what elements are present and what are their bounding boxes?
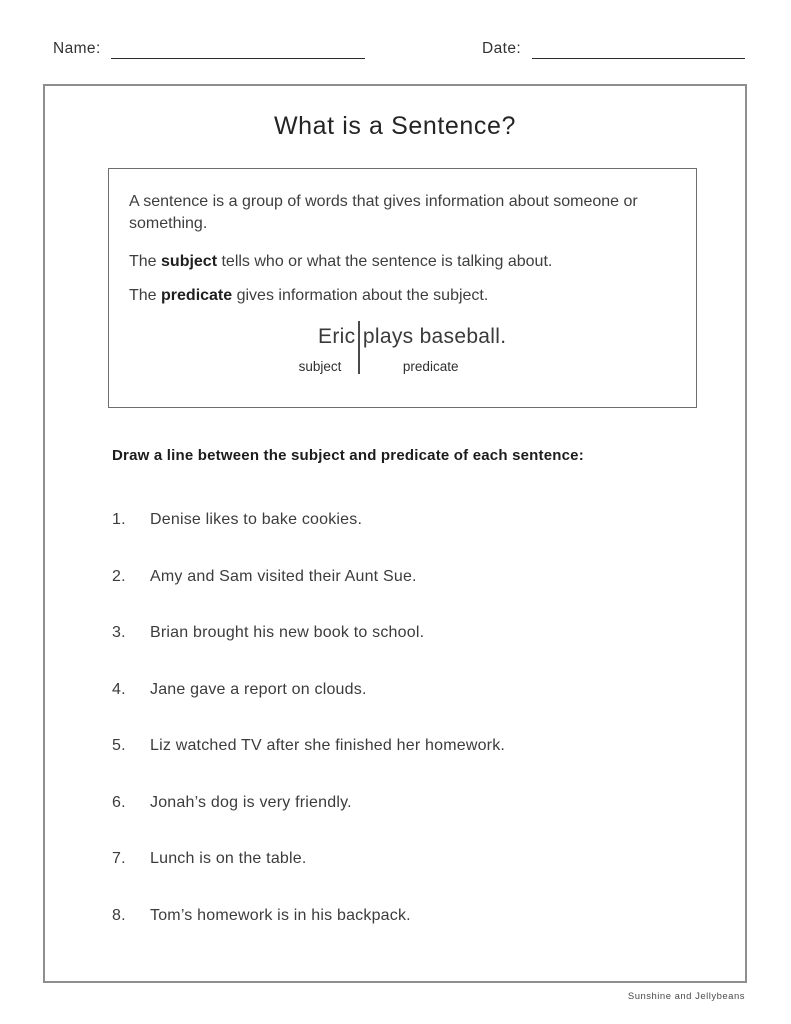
sentence-item-5 — [112, 735, 712, 757]
sentence-text: Brian brought his new book to school. — [150, 624, 425, 641]
sentence-number: 3. — [112, 624, 126, 641]
sentence-number: 5. — [112, 737, 126, 754]
subject-term: subject — [161, 253, 218, 270]
example-subject-label: subject — [298, 359, 342, 374]
sentence-text: Amy and Sam visited their Aunt Sue. — [150, 567, 417, 585]
definition-sentence: A sentence is a group of words that gives information about someone or something. — [129, 193, 638, 232]
sentence-item-8 — [112, 905, 712, 927]
date-blank-line — [532, 58, 745, 59]
sentence-text: Denise likes to bake cookies. — [150, 511, 363, 528]
sentence-number: 4. — [112, 680, 126, 698]
sentence-item-2 — [112, 566, 712, 588]
definition-predicate — [129, 285, 676, 307]
example-predicate-label: predicate — [402, 359, 459, 374]
sentence-number: 8. — [112, 906, 126, 924]
sentence-text: Liz watched TV after she finished her homework. — [150, 737, 506, 754]
sentence-text: Lunch is on the table. — [150, 850, 307, 867]
example-predicate-column — [363, 325, 506, 374]
subject-predicate-divider-line — [358, 321, 360, 374]
predicate-term: predicate — [161, 287, 233, 304]
footer-credit: Sunshine and Jellybeans — [627, 991, 745, 1002]
name-blank-line — [111, 58, 365, 59]
worksheet-border-box — [43, 84, 747, 983]
sentence-item-6 — [112, 792, 712, 814]
sentence-item-4 — [112, 679, 712, 701]
page-title: What is a Sentence? — [273, 112, 517, 140]
definition-subject — [129, 251, 676, 273]
name-label: Name: — [53, 40, 101, 57]
definition-predicate-prefix: The — [129, 287, 162, 304]
sentence-text: Jonah’s dog is very friendly. — [150, 793, 352, 811]
sentence-text: Jane gave a report on clouds. — [150, 680, 367, 698]
date-label: Date: — [482, 40, 522, 57]
definition-subject-prefix: The — [129, 253, 162, 270]
definition-box — [108, 168, 697, 408]
example-subject-column — [299, 325, 356, 374]
sentence-item-7 — [112, 848, 712, 870]
definition-predicate-suffix: gives information about the subject. — [232, 287, 489, 304]
example-subject-text: Eric — [318, 325, 356, 348]
example-predicate-text: plays baseball. — [362, 325, 507, 348]
sentence-number: 2. — [112, 567, 126, 585]
sentence-text: Tom’s homework is in his backpack. — [150, 906, 411, 924]
example-sentence — [129, 325, 676, 374]
instructions-text: Draw a line between the subject and predicate of each sentence: — [112, 447, 584, 464]
sentence-number: 1. — [112, 511, 126, 528]
sentence-number: 7. — [112, 850, 126, 867]
definition-subject-suffix: tells who or what the sentence is talking about. — [217, 253, 553, 270]
sentence-item-3 — [112, 622, 712, 644]
sentence-list — [112, 509, 712, 961]
sentence-number: 6. — [112, 793, 126, 811]
sentence-item-1 — [112, 509, 712, 531]
